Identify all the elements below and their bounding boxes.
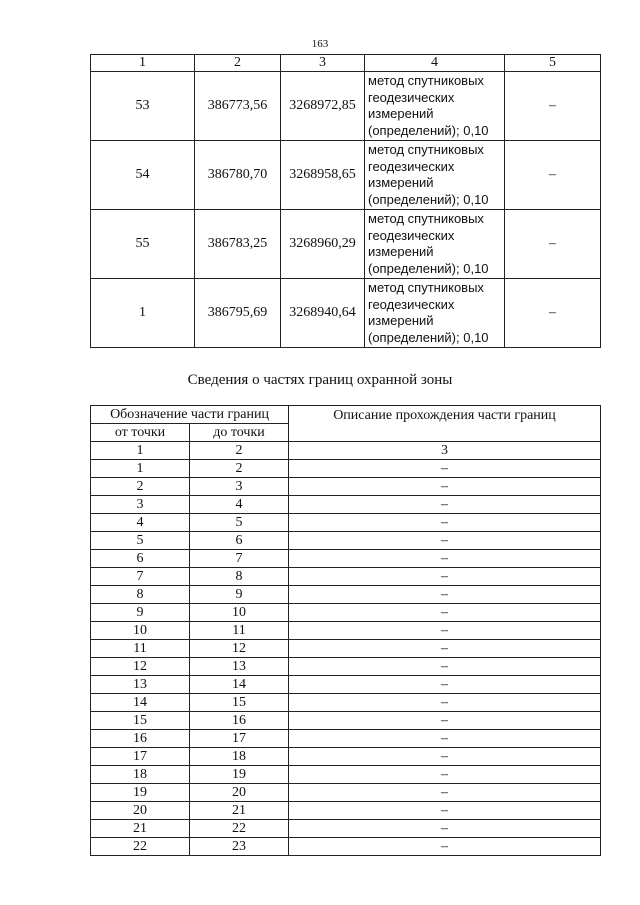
- header-col-5: 5: [505, 55, 601, 72]
- from-point-cell: 9: [91, 604, 190, 622]
- header-to-point: до точки: [190, 424, 289, 442]
- description-cell: –: [289, 532, 601, 550]
- from-point-cell: 3: [91, 496, 190, 514]
- method-line: геодезических: [368, 227, 455, 243]
- description-cell: –: [289, 676, 601, 694]
- from-point-cell: 22: [91, 838, 190, 856]
- table-row: [91, 730, 601, 748]
- table-row: [91, 532, 601, 550]
- parts-header-row-1: [91, 406, 601, 424]
- table-row: [91, 604, 601, 622]
- from-point-cell: 15: [91, 712, 190, 730]
- from-point-cell: 2: [91, 478, 190, 496]
- description-cell: –: [289, 586, 601, 604]
- to-point-cell: 14: [190, 676, 289, 694]
- table-row: [91, 586, 601, 604]
- coordinates-row: [91, 279, 601, 348]
- method-line: геодезических: [368, 158, 455, 174]
- to-point-cell: 4: [190, 496, 289, 514]
- table-row: [91, 784, 601, 802]
- method-line: измерений: [368, 313, 434, 328]
- description-cell: –: [289, 784, 601, 802]
- from-point-cell: 16: [91, 730, 190, 748]
- description-cell: –: [289, 514, 601, 532]
- to-point-cell: 17: [190, 730, 289, 748]
- header-col-2: 2: [195, 55, 281, 72]
- point-number-cell: 1: [91, 279, 195, 348]
- method-cell: [365, 279, 505, 348]
- x-coordinate-cell: 386773,56: [195, 72, 281, 141]
- method-line: измерений: [368, 175, 434, 190]
- from-point-cell: 11: [91, 640, 190, 658]
- method-line: измерений: [368, 106, 434, 121]
- method-line: метод спутниковых: [368, 211, 484, 226]
- table-row: [91, 460, 601, 478]
- from-point-cell: 20: [91, 802, 190, 820]
- method-line: метод спутниковых: [368, 73, 484, 88]
- section-title: Сведения о частях границ охранной зоны: [187, 372, 453, 388]
- description-cell: –: [289, 694, 601, 712]
- table-row: [91, 658, 601, 676]
- page-number: 163: [311, 38, 329, 50]
- table-row: [91, 550, 601, 568]
- description-cell: –: [289, 748, 601, 766]
- to-point-cell: 20: [190, 784, 289, 802]
- y-coordinate-cell: 3268940,64: [281, 279, 365, 348]
- from-point-cell: 10: [91, 622, 190, 640]
- description-cell: –: [289, 712, 601, 730]
- header-part-designation: Обозначение части границ: [91, 406, 289, 424]
- note-cell: –: [505, 279, 601, 348]
- description-cell: –: [289, 730, 601, 748]
- to-point-cell: 2: [190, 460, 289, 478]
- to-point-cell: 3: [190, 478, 289, 496]
- from-point-cell: 12: [91, 658, 190, 676]
- description-cell: –: [289, 802, 601, 820]
- to-point-cell: 8: [190, 568, 289, 586]
- boundary-parts-table: [90, 405, 601, 856]
- table-row: [91, 802, 601, 820]
- method-line: геодезических: [368, 296, 455, 312]
- table-row: [91, 748, 601, 766]
- from-point-cell: 18: [91, 766, 190, 784]
- numbering-col-3: 3: [289, 442, 601, 460]
- description-cell: –: [289, 478, 601, 496]
- description-cell: –: [289, 838, 601, 856]
- table-row: [91, 568, 601, 586]
- method-cell: [365, 72, 505, 141]
- parts-numbering-row: [91, 442, 601, 460]
- table-row: [91, 712, 601, 730]
- to-point-cell: 16: [190, 712, 289, 730]
- table-row: [91, 622, 601, 640]
- note-cell: –: [505, 72, 601, 141]
- table-row: [91, 514, 601, 532]
- to-point-cell: 10: [190, 604, 289, 622]
- description-cell: –: [289, 766, 601, 784]
- table-row: [91, 766, 601, 784]
- coordinates-row: [91, 210, 601, 279]
- x-coordinate-cell: 386783,25: [195, 210, 281, 279]
- coordinates-header-row: [91, 55, 601, 72]
- to-point-cell: 13: [190, 658, 289, 676]
- table-row: [91, 640, 601, 658]
- description-cell: –: [289, 460, 601, 478]
- header-col-1: 1: [91, 55, 195, 72]
- method-line: геодезических: [368, 89, 455, 105]
- coordinates-table: [90, 54, 601, 348]
- table-row: [91, 478, 601, 496]
- from-point-cell: 21: [91, 820, 190, 838]
- description-cell: –: [289, 604, 601, 622]
- description-cell: –: [289, 640, 601, 658]
- description-cell: –: [289, 568, 601, 586]
- coordinates-row: [91, 141, 601, 210]
- from-point-cell: 6: [91, 550, 190, 568]
- point-number-cell: 54: [91, 141, 195, 210]
- coordinates-row: [91, 72, 601, 141]
- table-row: [91, 820, 601, 838]
- to-point-cell: 18: [190, 748, 289, 766]
- x-coordinate-cell: 386780,70: [195, 141, 281, 210]
- point-number-cell: 53: [91, 72, 195, 141]
- method-line: измерений: [368, 244, 434, 259]
- to-point-cell: 11: [190, 622, 289, 640]
- to-point-cell: 9: [190, 586, 289, 604]
- to-point-cell: 5: [190, 514, 289, 532]
- to-point-cell: 6: [190, 532, 289, 550]
- header-description: Описание прохождения части границ: [289, 406, 601, 442]
- numbering-col-2: 2: [190, 442, 289, 460]
- description-cell: –: [289, 820, 601, 838]
- description-cell: –: [289, 658, 601, 676]
- to-point-cell: 22: [190, 820, 289, 838]
- from-point-cell: 13: [91, 676, 190, 694]
- method-line: (определений); 0,10: [368, 329, 489, 345]
- to-point-cell: 15: [190, 694, 289, 712]
- point-number-cell: 55: [91, 210, 195, 279]
- to-point-cell: 12: [190, 640, 289, 658]
- header-col-4: 4: [365, 55, 505, 72]
- description-cell: –: [289, 622, 601, 640]
- from-point-cell: 8: [91, 586, 190, 604]
- method-line: метод спутниковых: [368, 142, 484, 157]
- method-line: (определений); 0,10: [368, 191, 489, 207]
- method-cell: [365, 210, 505, 279]
- numbering-col-1: 1: [91, 442, 190, 460]
- from-point-cell: 17: [91, 748, 190, 766]
- header-col-3: 3: [281, 55, 365, 72]
- y-coordinate-cell: 3268972,85: [281, 72, 365, 141]
- note-cell: –: [505, 210, 601, 279]
- from-point-cell: 7: [91, 568, 190, 586]
- table-row: [91, 676, 601, 694]
- table-row: [91, 838, 601, 856]
- description-cell: –: [289, 496, 601, 514]
- to-point-cell: 21: [190, 802, 289, 820]
- y-coordinate-cell: 3268960,29: [281, 210, 365, 279]
- header-from-point: от точки: [91, 424, 190, 442]
- from-point-cell: 14: [91, 694, 190, 712]
- table-row: [91, 496, 601, 514]
- to-point-cell: 23: [190, 838, 289, 856]
- y-coordinate-cell: 3268958,65: [281, 141, 365, 210]
- to-point-cell: 7: [190, 550, 289, 568]
- from-point-cell: 5: [91, 532, 190, 550]
- method-line: метод спутниковых: [368, 280, 484, 295]
- method-line: (определений); 0,10: [368, 122, 489, 138]
- from-point-cell: 4: [91, 514, 190, 532]
- from-point-cell: 1: [91, 460, 190, 478]
- method-line: (определений); 0,10: [368, 260, 489, 276]
- table-row: [91, 694, 601, 712]
- to-point-cell: 19: [190, 766, 289, 784]
- description-cell: –: [289, 550, 601, 568]
- from-point-cell: 19: [91, 784, 190, 802]
- method-cell: [365, 141, 505, 210]
- note-cell: –: [505, 141, 601, 210]
- x-coordinate-cell: 386795,69: [195, 279, 281, 348]
